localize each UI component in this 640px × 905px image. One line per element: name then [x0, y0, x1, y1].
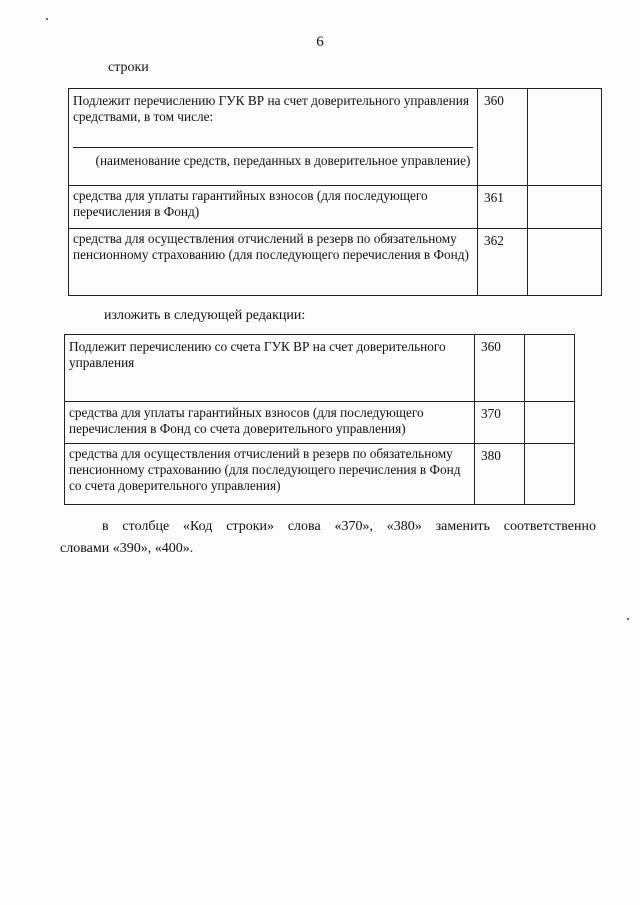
row-code: 370: [475, 402, 525, 444]
table-row: [65, 444, 575, 505]
page-number: 6: [316, 34, 324, 50]
intro-word: строки: [108, 60, 149, 75]
row-label: Подлежит перечислению ГУК ВР на счет доверительного управления средствами, в том числе:: [73, 93, 470, 124]
old-table: [68, 88, 602, 296]
row-label-cell: [69, 89, 478, 186]
closing-line-1-text: в столбце «Код строки» слова «370», «380» заменить соответственно: [102, 519, 596, 534]
row-label: Подлежит перечислению со счета ГУК ВР на счет доверительного управления: [65, 335, 475, 402]
value-cell: [528, 186, 602, 229]
row-label: средства для осуществления отчислений в резерв по обязательному пенсионному страхованию (для последующего перечисления в Фонд со счета доверительного управления): [65, 444, 475, 505]
row-label: средства для осуществления отчислений в резерв по обязательному пенсионному страхованию (для последующего перечисления в Фонд): [69, 229, 478, 296]
row-code: 361: [478, 186, 528, 229]
row-label: средства для уплаты гарантийных взносов (для последующего перечисления в Фонд со счета доверительного управления): [65, 402, 475, 444]
value-cell: [525, 402, 575, 444]
table-row: [69, 229, 602, 296]
closing-line-2: словами «390», «400».: [60, 541, 194, 556]
scan-speck: [46, 18, 48, 20]
table-row: [69, 89, 602, 186]
new-table: [64, 334, 575, 505]
row-code: 362: [478, 229, 528, 296]
row-note: (наименование средств, переданных в доверительное управление): [95, 153, 471, 168]
table-row: [69, 186, 602, 229]
value-cell: [525, 335, 575, 402]
value-cell: [528, 89, 602, 186]
closing-paragraph: [60, 516, 596, 560]
row-label: средства для уплаты гарантийных взносов (для последующего перечисления в Фонд): [69, 186, 478, 229]
row-code: 360: [475, 335, 525, 402]
transition-text: изложить в следующей редакции:: [104, 308, 306, 323]
table-row: [65, 335, 575, 402]
table-row: [65, 402, 575, 444]
row-code: 360: [478, 89, 528, 186]
fill-in-line: [73, 147, 473, 148]
row-code: 380: [475, 444, 525, 505]
scan-speck: [627, 618, 629, 620]
closing-line-1: [60, 516, 596, 538]
value-cell: [525, 444, 575, 505]
value-cell: [528, 229, 602, 296]
